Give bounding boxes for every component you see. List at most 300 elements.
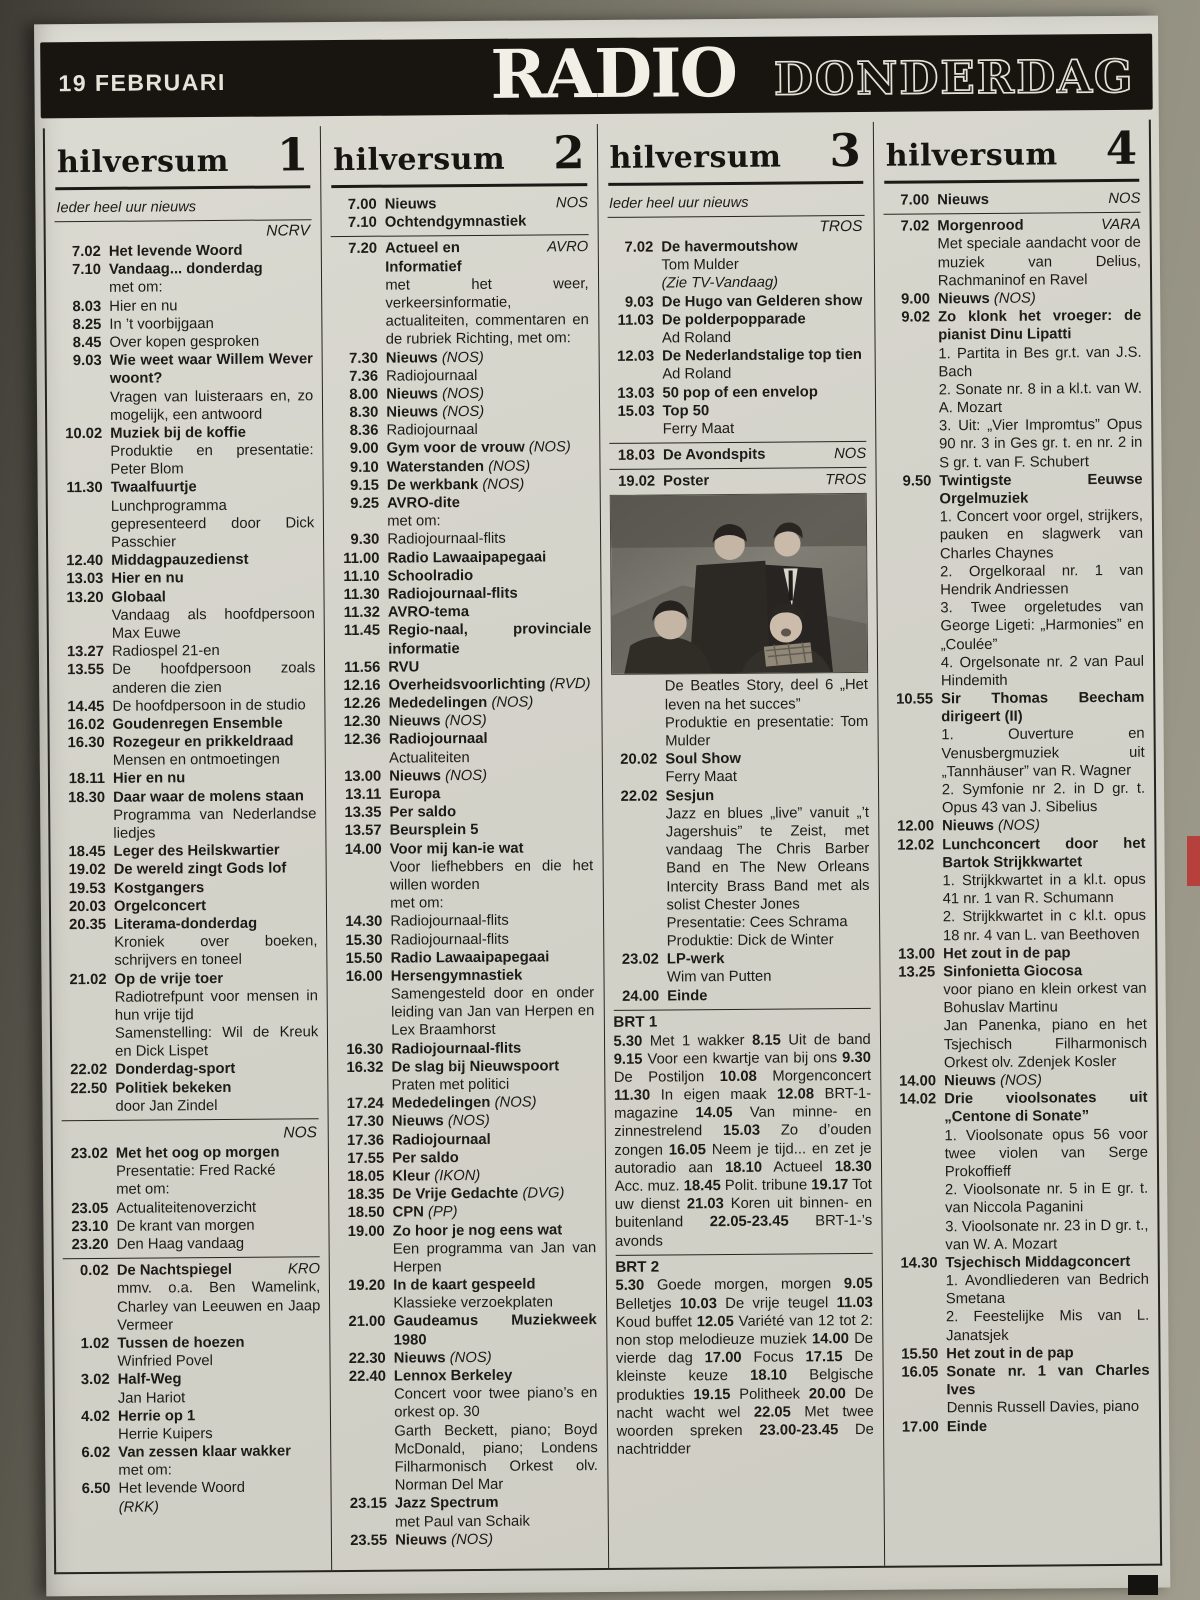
- program-item: [335, 729, 593, 767]
- program-item: [340, 1366, 598, 1495]
- network-suffix: (NOS): [441, 349, 484, 366]
- program-item: [891, 1253, 1149, 1346]
- program-title-line: [937, 190, 1140, 210]
- page-corner-tab: [1128, 1575, 1158, 1595]
- program-item: [333, 438, 590, 458]
- program-time: 8.03: [72, 298, 102, 315]
- brt-text: 5.30 Goede morgen, morgen 9.05 Belletjes 10.03 De vrije teugel 11.03 Koud buffet 12.05 Variété van 12 tot 2: non stop melodieuze muziek 14.00 De vierde dag 17.00 Focus 17.15 De kleinste keuze 18.10 Belgische produkties 19.15 Politheek 20.00 De nacht wacht wel 22.05 Met twee woorden spreken 23.00-23.45 De nachtridder: [615, 1276, 874, 1459]
- program-title-line: [386, 420, 589, 440]
- program-title: Goudenregen Ensemble: [112, 715, 283, 733]
- program-time: 13.25: [898, 964, 936, 981]
- program-title: Hier en nu: [112, 770, 186, 788]
- program-title: Nieuws (NOS): [385, 349, 484, 367]
- program-item: [339, 1202, 596, 1222]
- program-desc: Klassieke verzoekplaten: [393, 1294, 553, 1312]
- program-content: [389, 693, 592, 713]
- program-time: 14.30: [345, 914, 383, 931]
- program-content: [392, 1111, 595, 1131]
- program-time: 23.02: [621, 951, 659, 969]
- program-title: Globaal: [111, 588, 166, 606]
- program-time: 7.02: [71, 243, 101, 261]
- program-title-line: [387, 475, 590, 495]
- program-title-line: [661, 237, 864, 257]
- program-desc: Kroniek over boeken, schrijvers en toneel: [114, 933, 318, 970]
- program-title: Radiospel 21-en: [111, 643, 220, 660]
- program-time: 8.25: [72, 316, 102, 333]
- program-desc: met om:: [390, 895, 444, 912]
- program-title: Nieuws (NOS): [395, 1531, 494, 1549]
- network-suffix: (NOS): [488, 458, 531, 475]
- program-item: [334, 566, 591, 586]
- program-title-line: [113, 841, 316, 861]
- program-title-line: [115, 1078, 318, 1098]
- program-time: 23.15: [349, 1496, 387, 1513]
- program-item: [613, 986, 870, 1006]
- program-desc: Met speciale aandacht voor de muziek van Delius, Rachmaninof en Ravel: [937, 235, 1141, 290]
- program-content: [386, 402, 589, 422]
- program-item: [64, 1406, 322, 1444]
- program-title: De polderpopparade: [661, 311, 806, 329]
- program-time: 9.00: [349, 441, 379, 458]
- program-title-line: [393, 1221, 596, 1241]
- program-desc: 2. Sonate nr. 8 in a kl.t. van W. A. Mozart: [938, 380, 1142, 417]
- program-title-line: [393, 1275, 596, 1295]
- network-suffix: (NOS): [993, 290, 1036, 307]
- program-desc: Presentatie: Fred Racké: [115, 1162, 276, 1181]
- program-item: [341, 1493, 599, 1531]
- program-item: [60, 896, 317, 916]
- news-note: Ieder heel uur nieuws: [607, 192, 864, 218]
- program-title-line: [387, 548, 590, 568]
- date-label: 19 FEBRUARI: [58, 68, 226, 97]
- section-divider: [63, 1256, 320, 1259]
- program-content: [947, 1416, 1150, 1436]
- program-time: 22.40: [348, 1368, 386, 1385]
- program-title: Rozegeur en prikkeldraad: [112, 733, 294, 751]
- program-title-line: [392, 1130, 595, 1150]
- program-content: [109, 241, 312, 261]
- program-item: [60, 860, 317, 880]
- program-content: [391, 1057, 595, 1095]
- program-title: Op de vrije toer: [114, 970, 224, 988]
- program-title-line: [387, 438, 590, 458]
- program-content: [392, 1130, 595, 1150]
- program-content: [939, 471, 1144, 691]
- program-title-line: [118, 1442, 321, 1462]
- program-desc: Jan Hariot: [117, 1389, 186, 1407]
- program-item: [885, 471, 1144, 691]
- station-number: 2: [553, 126, 585, 180]
- program-content: [110, 423, 314, 479]
- program-title: AVRO-tema: [387, 604, 470, 621]
- program-title-line: [395, 1530, 598, 1550]
- program-title-line: [663, 445, 866, 465]
- program-item: [64, 1370, 322, 1408]
- program-title-line: [393, 1202, 596, 1222]
- program-title: Het levende Woord: [108, 242, 243, 260]
- program-item: [332, 402, 589, 422]
- program-time: 15.50: [345, 950, 383, 967]
- program-content: [118, 1406, 322, 1444]
- program-time: 14.02: [899, 1091, 937, 1108]
- program-item: [335, 802, 592, 822]
- program-item: [333, 529, 590, 549]
- program-title: Tussen de hoezen: [117, 1334, 245, 1352]
- program-time: 23.05: [71, 1200, 109, 1217]
- program-title-line: [395, 1493, 598, 1513]
- program-desc: Produktie en presentatie: Peter Blom: [110, 442, 314, 479]
- program-time: 11.00: [343, 550, 380, 567]
- program-desc: Wim van Putten: [666, 969, 772, 986]
- program-time: 19.00: [347, 1223, 385, 1240]
- program-item: [609, 445, 866, 465]
- program-content: [387, 548, 590, 568]
- program-title: Nieuws (NOS): [942, 817, 1041, 835]
- program-title-line: [663, 401, 866, 421]
- program-item: [338, 1093, 595, 1113]
- program-content: [937, 216, 1141, 290]
- program-desc: Ferry Maat: [662, 420, 735, 438]
- program-time: 14.00: [344, 841, 382, 858]
- program-time: 13.57: [344, 823, 382, 840]
- network-label: TROS: [819, 217, 863, 236]
- program-time: 11.56: [344, 659, 381, 676]
- program-desc: mmv. o.a. Ben Wamelink, Charley van Leeuwen en Jaap Vermeer: [116, 1279, 321, 1334]
- program-title: Radiojournaal-flits: [390, 931, 509, 949]
- program-title: CPN (PP): [392, 1204, 458, 1221]
- program-time: 17.55: [347, 1150, 385, 1167]
- program-title-line: [939, 471, 1143, 509]
- program-title: Hier en nu: [109, 297, 178, 315]
- program-content: [666, 785, 871, 950]
- program-title: Nieuws (NOS): [393, 1349, 492, 1367]
- program-title: Per saldo: [389, 804, 457, 821]
- program-content: [390, 820, 593, 840]
- program-item: [888, 834, 1146, 945]
- column-hilversum-3: [597, 122, 885, 1568]
- program-title-line: [114, 896, 317, 916]
- program-content: [946, 1362, 1150, 1418]
- program-time: 9.25: [350, 495, 380, 512]
- program-time: 6.02: [81, 1444, 111, 1462]
- program-title: Donderdag-sport: [115, 1061, 236, 1079]
- program-item: [336, 820, 593, 840]
- program-item: [339, 1311, 597, 1349]
- schedule-grid: [43, 120, 1162, 1575]
- program-title-line: [938, 289, 1141, 309]
- program-item: [59, 787, 317, 844]
- program-item: [62, 1198, 319, 1218]
- program-title-line: [390, 930, 593, 950]
- program-content: [115, 1060, 318, 1080]
- program-time: 3.02: [80, 1372, 110, 1389]
- program-list: [883, 190, 1150, 1437]
- program-content: [387, 493, 591, 531]
- program-content: [937, 190, 1140, 210]
- program-time: 12.30: [343, 713, 381, 731]
- program-title-line: [942, 834, 1146, 872]
- program-content: [662, 346, 866, 384]
- program-title-line: [391, 948, 594, 968]
- program-desc: Programma van Nederlandse liedjes: [113, 806, 317, 842]
- program-title-line: [938, 307, 1142, 345]
- program-time: 11.45: [343, 623, 381, 640]
- program-item: [884, 289, 1141, 309]
- news-note: Ieder heel uur nieuws: [54, 196, 311, 222]
- network-suffix: (NOS): [528, 439, 571, 456]
- program-title-line: [387, 493, 590, 513]
- network-suffix: (DVG): [522, 1185, 565, 1202]
- section-divider: [331, 234, 588, 237]
- program-title: Literama-donderdag: [114, 915, 258, 933]
- program-content: [391, 1039, 594, 1059]
- program-content: [392, 1166, 595, 1186]
- program-time: 15.50: [901, 1346, 939, 1363]
- program-title-line: [665, 749, 868, 769]
- program-time: 11.03: [617, 312, 654, 329]
- program-desc: Informatief: [385, 258, 462, 276]
- program-desc: Lunchprogramma gepresenteerd door Dick Passchier: [110, 497, 315, 551]
- program-item: [337, 1039, 594, 1059]
- program-item: [61, 1078, 319, 1116]
- program-title: De Vrije Gedachte (DVG): [392, 1185, 565, 1203]
- program-title-line: [946, 1362, 1150, 1400]
- program-title: Met het oog op morgen: [115, 1144, 280, 1162]
- program-item: [337, 1057, 595, 1095]
- program-item: [63, 1260, 321, 1335]
- program-content: [388, 584, 591, 604]
- program-item: [332, 384, 589, 404]
- program-title: Twintigste Eeuwse Orgelmuziek: [939, 471, 1143, 508]
- program-time: 19.53: [68, 880, 106, 897]
- program-desc: met om:: [387, 513, 441, 530]
- program-time: 12.16: [343, 677, 381, 694]
- section-divider: [613, 1008, 870, 1011]
- program-desc: Garth Beckett, piano; Boyd McDonald, piano; Londens Filharmonisch Orkest olv. Norman Del Mar: [394, 1421, 598, 1494]
- program-desc: (Zie TV-Vandaag): [661, 274, 779, 292]
- program-content: [388, 566, 591, 586]
- program-time: 20.03: [68, 898, 107, 915]
- program-title: De slag bij Nieuwspoort: [391, 1058, 560, 1076]
- program-content: [938, 289, 1141, 309]
- program-content: [393, 1311, 597, 1349]
- program-title-line: [116, 1198, 319, 1218]
- program-time: 7.02: [900, 218, 930, 235]
- program-content: [944, 1071, 1147, 1091]
- program-content: [391, 966, 595, 1040]
- network-tag: AVRO: [547, 239, 589, 256]
- program-title-line: [385, 194, 588, 214]
- program-content: [112, 714, 315, 734]
- program-time: 22.02: [620, 788, 658, 805]
- program-title: Actueel en: [384, 240, 460, 258]
- program-title-line: [387, 529, 590, 549]
- column-header: [607, 123, 863, 186]
- program-content: [387, 529, 590, 549]
- program-item: [59, 769, 316, 789]
- program-title-line: [946, 1344, 1149, 1364]
- program-title: Nieuws (NOS): [937, 290, 1036, 308]
- program-title: Mededelingen (NOS): [388, 694, 534, 712]
- program-title-line: [389, 693, 592, 713]
- program-title: Nieuws: [937, 191, 990, 209]
- program-content: [117, 1333, 321, 1371]
- program-item: [889, 962, 1147, 1073]
- program-title-line: [662, 382, 865, 402]
- program-title: Poster: [663, 473, 710, 490]
- program-title-line: [114, 914, 317, 934]
- program-item: [59, 841, 316, 861]
- program-time: 0.02: [79, 1263, 109, 1280]
- program-title: Radio Lawaaipapegaai: [387, 548, 547, 567]
- program-content: [942, 834, 1146, 945]
- program-item: [336, 930, 593, 950]
- program-item: [333, 457, 590, 477]
- program-title-line: [111, 478, 314, 498]
- program-content: [390, 930, 593, 950]
- program-content: [386, 384, 589, 404]
- program-title-line: [937, 216, 1140, 236]
- program-item: [609, 401, 867, 439]
- program-item: [337, 966, 595, 1041]
- program-item: [884, 307, 1143, 473]
- program-title: Radiojournaal: [386, 422, 478, 439]
- program-item: [57, 569, 314, 589]
- network-tag: NOS: [555, 195, 589, 212]
- program-content: [393, 1275, 597, 1313]
- program-title: Ochtendgymnastiek: [384, 213, 527, 231]
- program-content: [114, 914, 318, 970]
- program-desc: Ferry Maat: [665, 769, 738, 786]
- program-content: [389, 711, 592, 731]
- program-title-line: [116, 1143, 319, 1163]
- program-desc: door Jan Zindel: [115, 1097, 218, 1115]
- program-content: [112, 641, 315, 661]
- program-content: [390, 911, 593, 931]
- program-item: [60, 914, 318, 971]
- program-content: [392, 1148, 595, 1168]
- program-desc: 1. Vioolsonate opus 56 voor twee violen van Serge Prokoffieff: [944, 1126, 1148, 1181]
- program-time: 7.02: [624, 239, 654, 256]
- program-title-line: [943, 943, 1146, 963]
- program-time: 24.00: [622, 988, 660, 1005]
- program-title-line: [945, 1253, 1148, 1273]
- program-time: 12.02: [897, 836, 935, 854]
- program-item: [334, 657, 591, 677]
- station-number: 4: [1105, 121, 1138, 175]
- section-divider: [883, 212, 1140, 215]
- program-desc: Vandaag als hoofdpersoon Max Euwe: [111, 605, 315, 642]
- program-title: Radiojournaal-flits: [387, 585, 518, 603]
- program-content: [109, 259, 313, 297]
- program-title: Gaudeamus Muziekweek 1980: [393, 1312, 597, 1349]
- program-time: 23.02: [70, 1145, 108, 1163]
- network-suffix: (NOS): [447, 1113, 490, 1130]
- program-title-line: [389, 784, 592, 804]
- program-title: AVRO-dite: [386, 495, 460, 512]
- program-title: Regio-naal, provinciale informatie: [387, 621, 592, 658]
- program-item: [892, 1344, 1149, 1364]
- program-desc: 4. Orgelsonate nr. 2 van Paul Hindemith: [940, 653, 1145, 690]
- program-title: Gym voor de vrouw (NOS): [386, 439, 571, 458]
- network-tag: NOS: [1108, 190, 1141, 207]
- program-item: [893, 1416, 1150, 1436]
- program-content: [386, 420, 589, 440]
- program-title-line: [392, 1184, 595, 1204]
- program-item: [333, 493, 591, 531]
- day-label: DONDERDAG: [773, 49, 1135, 106]
- program-content: [938, 307, 1143, 472]
- program-title-line: [386, 402, 589, 422]
- network-suffix: (NOS): [451, 1531, 494, 1548]
- network-suffix: (IKON): [434, 1167, 481, 1185]
- program-time: 17.36: [346, 1132, 385, 1149]
- program-time: 7.00: [900, 192, 930, 209]
- program-title-line: [386, 366, 589, 386]
- program-title-line: [113, 787, 316, 807]
- program-desc: 1. Strijkkwartet in a kl.t. opus 41 nr. 1 van R. Schumann: [942, 871, 1146, 908]
- program-title-line: [110, 423, 313, 443]
- section-divider: [609, 467, 866, 470]
- program-desc: met het weer, verkeersinformatie, actualiteiten, commentaren en de rubriek Richting, met om:: [385, 275, 589, 348]
- program-title-line: [390, 911, 593, 931]
- program-title: Het zout in de pap: [943, 944, 1071, 962]
- program-item: [334, 602, 591, 622]
- program-title: Radiojournaal: [391, 1131, 491, 1149]
- program-title: De werkbank (NOS): [386, 476, 525, 494]
- program-item: [55, 259, 313, 297]
- program-item: [341, 1530, 598, 1550]
- program-title: In ’t voorbijgaan: [109, 315, 214, 333]
- program-item: [336, 911, 593, 931]
- program-item: [608, 346, 866, 384]
- program-content: [943, 962, 1147, 1073]
- program-item: [332, 348, 589, 368]
- station-label: hilversum: [56, 143, 230, 181]
- program-item: [333, 548, 590, 568]
- program-item: [59, 732, 317, 770]
- program-content: [115, 1078, 319, 1116]
- program-title: Herrie op 1: [117, 1407, 196, 1425]
- program-title: Twaalfuurtje: [110, 479, 197, 497]
- program-content: [109, 314, 312, 334]
- program-content: [118, 1370, 322, 1408]
- program-title: Radiojournaal: [385, 367, 478, 385]
- program-content: [113, 732, 317, 770]
- program-title: Nieuws: [384, 196, 437, 213]
- program-item: [60, 969, 318, 1062]
- network-suffix: (NOS): [449, 1349, 492, 1367]
- program-content: [392, 1184, 595, 1204]
- network-suffix: (NOS): [444, 713, 487, 730]
- program-title: Nieuws (NOS): [944, 1072, 1043, 1090]
- program-title-line: [389, 766, 592, 786]
- network-suffix: (NOS): [491, 694, 534, 711]
- program-content: [114, 878, 317, 898]
- program-title: Waterstanden (NOS): [386, 458, 531, 476]
- program-desc: voor piano en klein orkest van Bohuslav Martinu: [943, 980, 1147, 1017]
- program-item: [892, 1362, 1150, 1419]
- program-desc: Jazz en blues „live” vanuit „’t Jagershuis” te Zeist, met vandaag The Chris Barber Band en The New Orleans Intercity Brass Band met als solist Chester Jones: [665, 804, 870, 914]
- program-title-line: [947, 1416, 1150, 1436]
- program-time: 16.32: [346, 1059, 384, 1076]
- program-time: 18.45: [68, 844, 106, 861]
- program-item: [340, 1348, 597, 1368]
- program-title-line: [114, 860, 317, 880]
- program-time: 13.11: [345, 786, 382, 803]
- program-item: [333, 475, 590, 495]
- station-label: hilversum: [885, 137, 1058, 174]
